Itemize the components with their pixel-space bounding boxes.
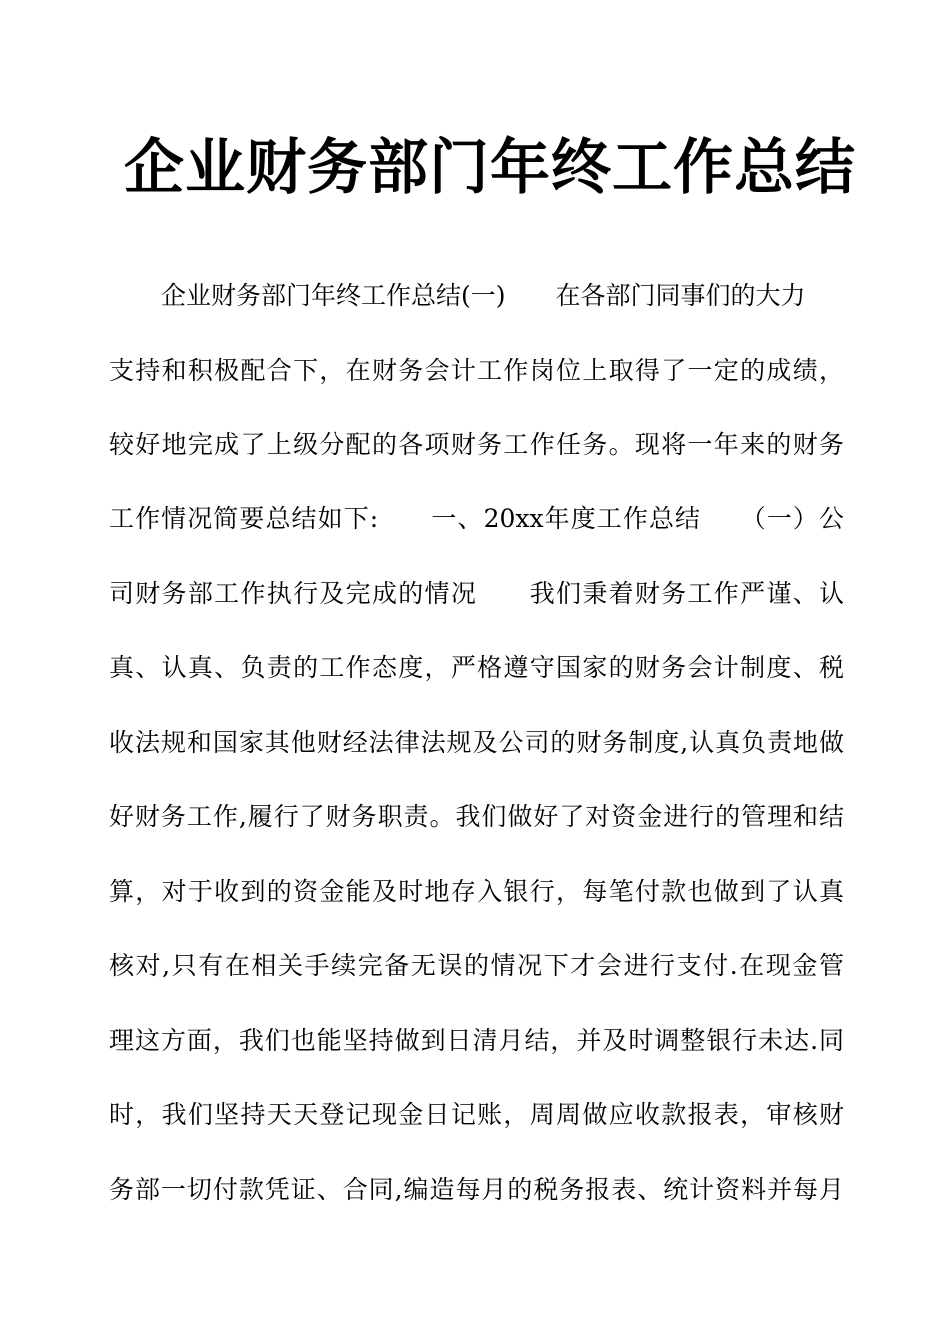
body-line-12: 时，我们坚持天天登记现金日记账，周周做应收款报表，审核财 (109, 1100, 844, 1129)
body-line-10: 核对,只有在相关手续完备无误的情况下才会进行支付.在现金管 (109, 951, 844, 980)
body-line-1: 企业财务部门年终工作总结(一) 在各部门同事们的大力 (161, 281, 806, 310)
body-line-4: 工作情况简要总结如下: 一、20xx年度工作总结 （一）公 (109, 504, 844, 533)
body-line-2: 支持和积极配合下，在财务会计工作岗位上取得了一定的成绩， (109, 356, 844, 385)
body-line-11: 理这方面，我们也能坚持做到日清月结，并及时调整银行未达.同 (109, 1026, 844, 1055)
body-line-5: 司财务部工作执行及完成的情况 我们秉着财务工作严谨、认 (109, 579, 844, 608)
body-line-9: 算，对于收到的资金能及时地存入银行，每笔付款也做到了认真 (109, 877, 844, 906)
body-line-13: 务部一切付款凭证、合同,编造每月的税务报表、统计资料并每月 (109, 1175, 844, 1204)
body-line-8: 好财务工作,履行了财务职责。我们做好了对资金进行的管理和结 (109, 802, 844, 831)
body-line-6: 真、认真、负责的工作态度，严格遵守国家的财务会计制度、税 (109, 653, 844, 682)
document-title: 企业财务部门年终工作总结 (124, 133, 856, 203)
body-line-7: 收法规和国家其他财经法律法规及公司的财务制度,认真负责地做 (109, 728, 844, 757)
body-line-3: 较好地完成了上级分配的各项财务工作任务。现将一年来的财务 (109, 430, 844, 459)
